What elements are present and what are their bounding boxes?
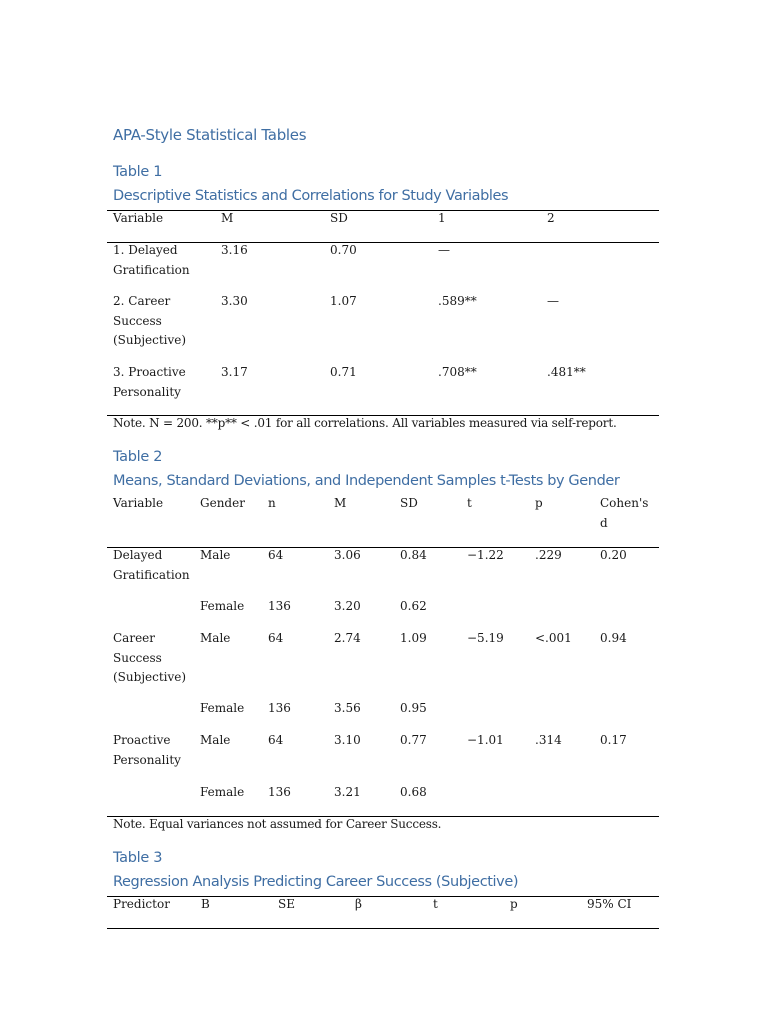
table2-cell-m: 2.74: [334, 631, 361, 645]
table2-cell-d: 0.17: [600, 733, 627, 747]
table1-cell-variable: 3. Proactive Personality: [113, 365, 186, 399]
table2-cell-n: 64: [268, 548, 284, 562]
table2-cell-n: 64: [268, 733, 284, 747]
table1-header-variable: Variable: [113, 211, 164, 225]
table2-cell-n: 136: [268, 701, 291, 715]
table2-cell-m: 3.21: [334, 785, 361, 799]
table2-cell-m: 3.10: [334, 733, 361, 747]
table3-title: Regression Analysis Predicting Career Success (Subjective): [113, 874, 519, 890]
table3-header-b: B: [201, 897, 210, 911]
table2-header-sd: SD: [400, 496, 418, 510]
table1-cell-c1: —: [438, 243, 450, 257]
table2-cell-gender: Male: [200, 548, 231, 562]
table1-number: Table 1: [113, 164, 163, 180]
table3-header-t: t: [433, 897, 438, 911]
table2-cell-p: <.001: [535, 631, 572, 645]
table2-cell-sd: 0.77: [400, 733, 427, 747]
table1-header-1: 1: [438, 211, 446, 225]
table2-cell-sd: 0.95: [400, 701, 427, 715]
table1-cell-c1: .708**: [438, 365, 477, 379]
table2-cell-t: −1.01: [467, 733, 504, 747]
table2-title: Means, Standard Deviations, and Independent Samples t-Tests by Gender: [113, 473, 620, 489]
table2-header-variable: Variable: [113, 496, 164, 510]
table2-cell-variable: Career Success (Subjective): [113, 631, 187, 684]
table2-cell-gender: Female: [200, 785, 245, 799]
table1-cell-c1: .589**: [438, 294, 477, 308]
table2-cell-t: −5.19: [467, 631, 504, 645]
table2-cell-n: 136: [268, 599, 291, 613]
table1-header-2: 2: [547, 211, 555, 225]
table1-cell-variable: 2. Career Success (Subjective): [113, 294, 187, 347]
table2-cell-sd: 1.09: [400, 631, 427, 645]
table3-header-p: p: [510, 897, 518, 911]
table3-header-se: SE: [278, 897, 295, 911]
table2-cell-sd: 0.84: [400, 548, 427, 562]
table2-cell-d: 0.94: [600, 631, 627, 645]
table2-cell-sd: 0.62: [400, 599, 427, 613]
table3-header-predictor: Predictor: [113, 897, 170, 911]
table1-cell-m: 3.17: [221, 365, 248, 379]
table2-cell-gender: Female: [200, 599, 245, 613]
table1-cell-sd: 0.71: [330, 365, 357, 379]
table1-cell-sd: 0.70: [330, 243, 357, 257]
table3-number: Table 3: [113, 850, 163, 866]
table2-cell-p: .229: [535, 548, 562, 562]
table2-cell-variable: Delayed Gratification: [113, 548, 190, 582]
table2-cell-gender: Male: [200, 733, 231, 747]
table3-header-rule: [107, 928, 659, 929]
table2-header-t: t: [467, 496, 472, 510]
table1-cell-m: 3.16: [221, 243, 248, 257]
table2-note: Note. Equal variances not assumed for Career Success.: [113, 817, 442, 831]
table1-note: Note. N = 200. **p** < .01 for all correlations. All variables measured via self-report.: [113, 416, 617, 430]
table3-top-rule: [107, 896, 659, 897]
table2-cell-m: 3.56: [334, 701, 361, 715]
table2-cell-m: 3.20: [334, 599, 361, 613]
table1-header-sd: SD: [330, 211, 348, 225]
table2-cell-p: .314: [535, 733, 562, 747]
table1-header-m: M: [221, 211, 234, 225]
document-title: APA-Style Statistical Tables: [113, 126, 307, 144]
table2-cell-m: 3.06: [334, 548, 361, 562]
table1-cell-c2: .481**: [547, 365, 586, 379]
table3-header-ci: 95% CI: [587, 897, 632, 911]
table2-cell-d: 0.20: [600, 548, 627, 562]
table2-header-p: p: [535, 496, 543, 510]
table1-title: Descriptive Statistics and Correlations for Study Variables: [113, 188, 509, 204]
table1-top-rule: [107, 210, 659, 211]
table1-cell-sd: 1.07: [330, 294, 357, 308]
table3-header-beta: β: [355, 897, 362, 911]
table1-cell-variable: 1. Delayed Gratification: [113, 243, 190, 277]
table2-cell-gender: Male: [200, 631, 231, 645]
table2-cell-n: 64: [268, 631, 284, 645]
table2-cell-t: −1.22: [467, 548, 504, 562]
table2-header-cohens-d: Cohen's d: [600, 496, 649, 530]
table2-cell-sd: 0.68: [400, 785, 427, 799]
table2-cell-gender: Female: [200, 701, 245, 715]
table2-header-m: M: [334, 496, 347, 510]
table2-header-gender: Gender: [200, 496, 245, 510]
table2-number: Table 2: [113, 449, 163, 465]
table1-cell-m: 3.30: [221, 294, 248, 308]
table2-cell-n: 136: [268, 785, 291, 799]
table2-cell-variable: Proactive Personality: [113, 733, 181, 767]
table2-header-n: n: [268, 496, 276, 510]
table1-cell-c2: —: [547, 294, 559, 308]
